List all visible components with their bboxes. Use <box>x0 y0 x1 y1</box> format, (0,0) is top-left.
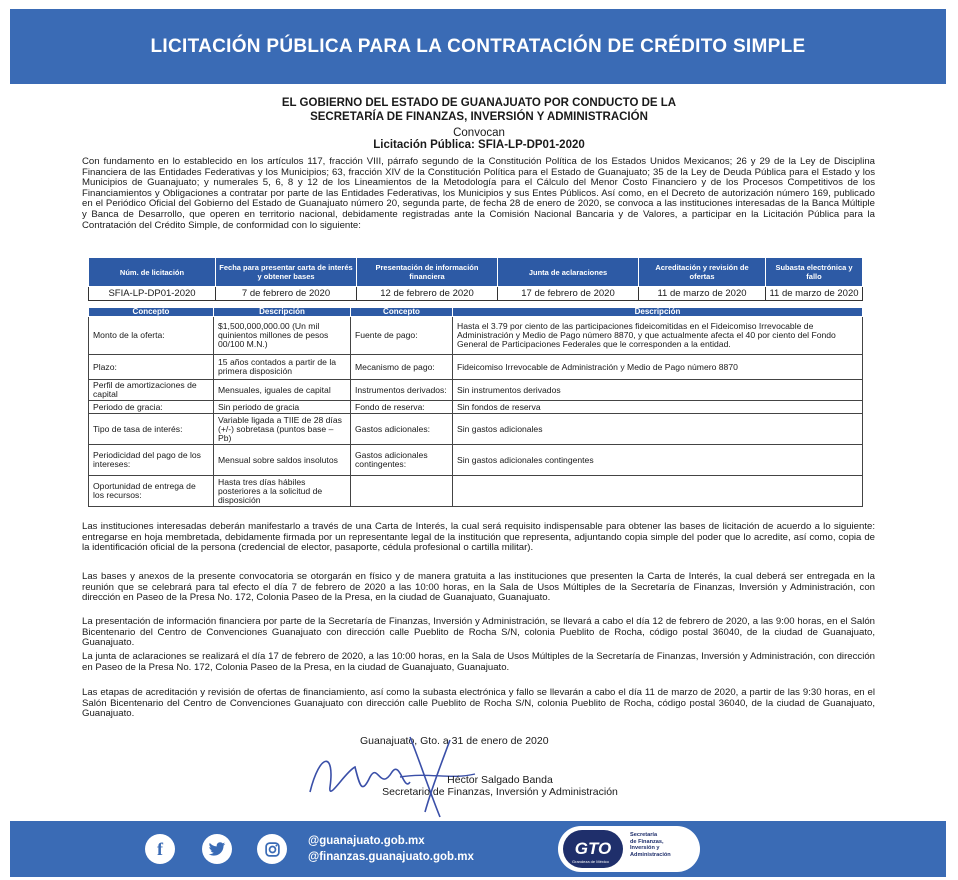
schedule-cell: 17 de febrero de 2020 <box>498 287 639 301</box>
gto-logo-text: GTO <box>574 839 612 858</box>
schedule-cell: 11 de marzo de 2020 <box>639 287 766 301</box>
intro-paragraph: Con fundamento en lo establecido en los artículos 117, fracción VIII, párrafo segundo de la Constitución Política de los Estados Unidos Mexicanos; 26 y 29 de la Ley de Disciplina Financiera de las Entidades Federativas y los Municipios; 63, fracción XIV de la Constitución Política para el Estado de Guanajuato; 35 de la Ley de Deuda Pública para el Estado y los Municipios de Guanajuato; y numerales 5, 6, 8 y 12 de los Lineamientos de la Metodología para el Cálculo del Menor Costo Financiero y de los Procesos Competitivos de los Financiamientos y Obligaciones a contratar por parte de las Entidades Federativas, los Municipios y sus Entes Públicos. Así como, en el Decreto de autorización número 169, publicado en el Periódico Oficial del Gobierno del Estado de Guanajuato número 20, segunda parte, de fecha 28 de enero de 2020, se convoca a las instituciones interesadas de la Banca Múltiple y Banca de Desarrollo, que operen en territorio nacional, debidamente registradas ante la Comisión Nacional Bancaria y de Valores, a participar en la Licitación Pública para la Contratación del Crédito Simple, de conformidad con lo siguiente: <box>82 156 875 231</box>
issuer-line-2: SECRETARÍA DE FINANZAS, INVERSIÓN Y ADMINISTRACIÓN <box>310 111 648 123</box>
terms-cell: Mecanismo de pago: <box>351 355 453 380</box>
signer-position: Secretario de Finanzas, Inversión y Administración <box>382 786 618 798</box>
secretaria-line: Administración <box>630 851 671 858</box>
closing-date: Guanajuato, Gto. a 31 de enero de 2020 <box>360 735 549 747</box>
terms-cell: Monto de la oferta: <box>89 317 214 355</box>
schedule-header: Junta de aclaraciones <box>498 258 639 287</box>
terms-header-row <box>89 308 863 317</box>
secretaria-label <box>630 832 671 858</box>
terms-cell: $1,500,000,000.00 (Un mil quinientos millones de pesos 00/100 M.N.) <box>214 317 351 355</box>
terms-cell: Sin instrumentos derivados <box>453 380 863 401</box>
secretaria-line: de Finanzas, <box>630 838 664 845</box>
terms-cell: Gastos adicionales contingentes: <box>351 445 453 476</box>
terms-row <box>89 445 863 476</box>
signer-block <box>300 774 700 798</box>
terms-cell: Periodo de gracia: <box>89 401 214 414</box>
terms-cell: Sin fondos de reserva <box>453 401 863 414</box>
terms-cell: Mensual sobre saldos insolutos <box>214 445 351 476</box>
social-handles <box>308 833 474 865</box>
footer-bar <box>10 821 946 877</box>
handle-finanzas[interactable]: @finanzas.guanajuato.gob.mx <box>308 851 474 863</box>
terms-cell: Tipo de tasa de interés: <box>89 414 214 445</box>
schedule-header: Presentación de información financiera <box>357 258 498 287</box>
terms-row <box>89 355 863 380</box>
terms-cell: Hasta el 3.79 por ciento de las participaciones fideicomitidas en el Fideicomiso Irrevocable de Administración y Medio de Pago número 8870, y que actualmente afecta el 40 por ciento del Fondo General de Participaciones Federales que le corresponden a la entidad. <box>453 317 863 355</box>
schedule-cell: SFIA-LP-DP01-2020 <box>89 287 216 301</box>
issuer-line-1: EL GOBIERNO DEL ESTADO DE GUANAJUATO POR CONDUCTO DE LA <box>281 97 677 109</box>
schedule-header-row <box>89 258 863 287</box>
schedule-header: Subasta electrónica y fallo <box>766 258 863 287</box>
terms-header: Descripción <box>214 308 351 317</box>
terms-cell: Perfil de amortizaciones de capital <box>89 380 214 401</box>
terms-header: Concepto <box>351 308 453 317</box>
gto-logo-caption: Grandeza de México <box>572 859 609 864</box>
terms-cell <box>453 476 863 507</box>
terms-cell: Sin gastos adicionales contingentes <box>453 445 863 476</box>
schedule-cell: 12 de febrero de 2020 <box>357 287 498 301</box>
terms-cell <box>351 476 453 507</box>
terms-row <box>89 414 863 445</box>
handle-guanajuato[interactable]: @guanajuato.gob.mx <box>308 835 425 847</box>
terms-cell: 15 años contados a partir de la primera disposición <box>214 355 351 380</box>
signer-name: Héctor Salgado Banda <box>447 774 553 786</box>
secretaria-line: Secretaría <box>630 832 658 838</box>
convocan-block <box>0 127 958 151</box>
secretaria-line: Inversión y <box>630 845 660 852</box>
terms-cell: Plazo: <box>89 355 214 380</box>
terms-cell: Sin periodo de gracia <box>214 401 351 414</box>
terms-cell: Fuente de pago: <box>351 317 453 355</box>
twitter-icon[interactable] <box>202 834 232 864</box>
terms-cell: Sin gastos adicionales <box>453 414 863 445</box>
body-paragraph: Las etapas de acreditación y revisión de ofertas de financiamiento, así como la subasta electrónica y fallo se llevarán a cabo el día 11 de marzo de 2020, a partir de las 9:30 horas, en el Salón Bicentenario del Centro de Convenciones Guanajuato con dirección calle Pueblito de Rocha S/N, colonia Pueblito de Rocha, código postal 36040, de la ciudad de Guanajuato, Guanajuato. <box>82 687 875 720</box>
body-paragraph: La presentación de información financiera por parte de la Secretaría de Finanzas, Inversión y Administración, se llevará a cabo el día 12 de febrero de 2020, a las 9:00 horas, en el Salón Bicentenario del Centro de Convenciones Guanajuato con dirección calle Pueblito de Rocha S/N, colonia Pueblito de Rocha, código postal 36040, de la ciudad de Guanajuato, Guanajuato. <box>82 616 875 649</box>
schedule-table <box>88 257 863 301</box>
issuer-heading <box>0 96 958 124</box>
terms-cell: Fideicomiso Irrevocable de Administración y Medio de Pago número 8870 <box>453 355 863 380</box>
terms-table <box>88 307 863 507</box>
terms-header: Descripción <box>453 308 863 317</box>
terms-row <box>89 476 863 507</box>
terms-cell: Variable ligada a TIIE de 28 días (+/-) sobretasa (puntos base – Pb) <box>214 414 351 445</box>
terms-cell: Mensuales, iguales de capital <box>214 380 351 401</box>
body-paragraph: Las bases y anexos de la presente convocatoria se otorgarán en físico y de manera gratuita a las instituciones que presenten la Carta de Interés, la cual deberá ser entregada en la reunión que se celebrará para tal efecto el día 7 de febrero de 2020 a las 10:00 horas, en la Sala de Usos Múltiples de la Secretaría de Finanzas, Inversión y Administración, con dirección en Paseo de la Presa No. 172, Colonia Paseo de la Presa, en la ciudad de Guanajuato, Guanajuato. <box>82 571 875 604</box>
schedule-row <box>89 287 863 301</box>
terms-cell: Gastos adicionales: <box>351 414 453 445</box>
schedule-cell: 7 de febrero de 2020 <box>216 287 357 301</box>
instagram-icon[interactable] <box>257 834 287 864</box>
schedule-header: Acreditación y revisión de ofertas <box>639 258 766 287</box>
terms-row <box>89 317 863 355</box>
schedule-cell: 11 de marzo de 2020 <box>766 287 863 301</box>
terms-cell: Periodicidad del pago de los intereses: <box>89 445 214 476</box>
page-title: LICITACIÓN PÚBLICA PARA LA CONTRATACIÓN DE CRÉDITO SIMPLE <box>150 35 806 57</box>
terms-row <box>89 401 863 414</box>
terms-cell: Oportunidad de entrega de los recursos: <box>89 476 214 507</box>
terms-header: Concepto <box>89 308 214 317</box>
schedule-header: Fecha para presentar carta de interés y obtener bases <box>216 258 357 287</box>
facebook-icon[interactable]: f <box>145 834 175 864</box>
convocan-text: Convocan <box>453 127 505 139</box>
body-paragraph: Las instituciones interesadas deberán manifestarlo a través de una Carta de Interés, la cual será requisito indispensable para obtener las bases de licitación de acuerdo a lo siguiente: entregarse en hoja membretada, debidamente firmada por un representante legal de la institución que representa, adjuntando copia simple del poder que lo acredite, así como, copia de la identificación oficial de la persona (credencial de elector, pasaporte, cédula profesional o cartilla militar). <box>82 521 875 554</box>
body-paragraph: La junta de aclaraciones se realizará el día 17 de febrero de 2020, a las 10:00 horas, en la Sala de Usos Múltiples de la Secretaría de Finanzas, Inversión y Administración, con dirección en Paseo de la Presa No. 172, Colonia Paseo de la Presa, en la ciudad de Guanajuato, Guanajuato. <box>82 651 875 673</box>
terms-row <box>89 380 863 401</box>
gto-logo <box>558 826 700 872</box>
terms-cell: Fondo de reserva: <box>351 401 453 414</box>
schedule-header: Núm. de licitación <box>89 258 216 287</box>
terms-cell: Hasta tres días hábiles posteriores a la solicitud de disposición <box>214 476 351 507</box>
licitacion-number: Licitación Pública: SFIA-LP-DP01-2020 <box>373 139 585 151</box>
header-banner <box>10 9 946 84</box>
terms-cell: Instrumentos derivados: <box>351 380 453 401</box>
